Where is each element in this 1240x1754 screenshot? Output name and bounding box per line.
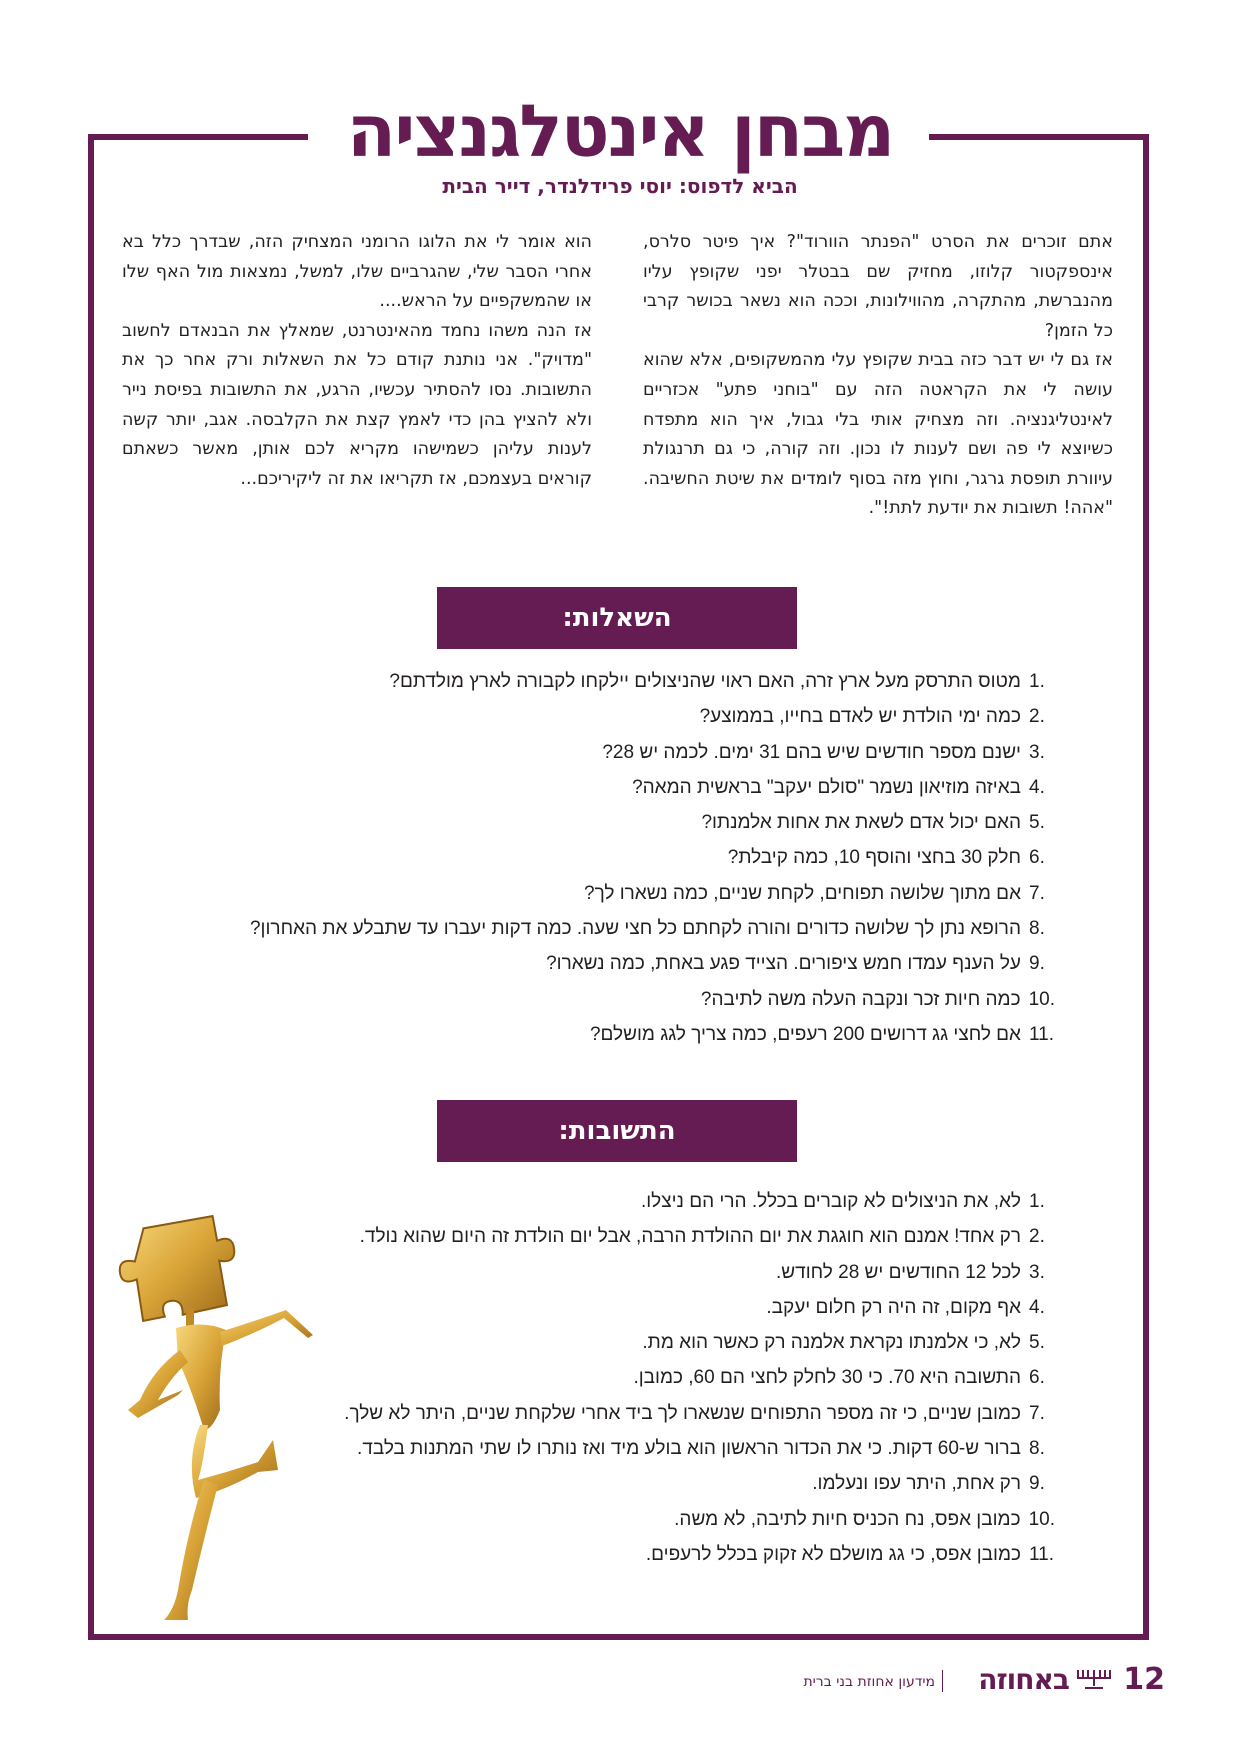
intro-paragraph: אז גם לי יש דבר כזה בבית שקופץ עלי מהמשקופים, אלא שהוא עושה לי את הקראטה הזה עם "בוחני פתע" אכזריים לאינטליגנציה. וזה מצחיק אותי בלי גבול, איך הוא מתפדח כשיוצא לי פה ושם לענות לו נכון. וזה קורה, כי גם תרנגולת עיוורת תופסת גרגר, וחוץ מזה בסוף לומדים את שיטת החשיבה. "אהה! תשובות את יודעת לתת!". [643, 350, 1113, 519]
frame-top-left-border [88, 134, 308, 140]
answer-text: ברור ש-60 דקות. כי את הכדור הראשון הוא בולע מיד ואז נותרו לו שתי המתנות בלבד. [357, 1438, 1021, 1460]
magazine-brand-logo: באחוזה [978, 1663, 1069, 1696]
questions-list [250, 664, 1055, 1052]
item-number: 1. [1029, 1191, 1045, 1212]
page-footer [780, 1660, 1165, 1700]
question-item [250, 982, 1055, 1017]
answer-item [344, 1537, 1055, 1572]
item-number: 8. [1029, 918, 1045, 940]
question-text: אם מתוך שלושה תפוחים, לקחת שניים, כמה נשארו לך? [584, 882, 1021, 904]
item-number: 2. [1029, 706, 1045, 728]
answer-text: התשובה היא 70. כי 30 לחלק לחצי הם 60, כמובן. [633, 1367, 1021, 1389]
question-text: כמה ימי הולדת יש לאדם בחייו, בממוצע? [699, 706, 1021, 728]
byline: הביא לדפוס: יוסי פרידלנדר, דייר הבית [442, 174, 798, 198]
answer-text: רק אחת, היתר עפו ונעלמו. [812, 1473, 1021, 1495]
item-number: 11. [1029, 1023, 1055, 1045]
question-item [250, 840, 1055, 875]
question-text: באיזה מוזיאון נשמר "סולם יעקב" בראשית המאה? [632, 776, 1021, 798]
question-item [250, 1017, 1055, 1052]
item-number: 4. [1029, 776, 1045, 798]
answer-item [344, 1502, 1055, 1537]
item-number: 9. [1029, 1473, 1045, 1495]
answer-text: לכל 12 החודשים יש 28 לחודש. [776, 1261, 1021, 1283]
item-number: 10. [1028, 1508, 1055, 1530]
question-text: האם יכול אדם לשאת את אחות אלמנתו? [701, 812, 1021, 834]
question-text: על הענף עמדו חמש ציפורים. הצייד פגע באחת, כמה נשארו? [546, 953, 1021, 975]
answer-item [344, 1396, 1055, 1431]
answer-item [344, 1184, 1055, 1219]
footer-subtitle: מידעון אחוזת בני ברית [803, 1674, 935, 1690]
question-item [250, 664, 1055, 699]
answer-text: אף מקום, זה היה רק חלום יעקב. [766, 1296, 1021, 1318]
question-item [250, 946, 1055, 981]
question-item [250, 735, 1055, 770]
answer-item [344, 1219, 1055, 1254]
answer-item [344, 1466, 1055, 1501]
answer-item [344, 1431, 1055, 1466]
item-number: 7. [1029, 1402, 1045, 1424]
question-item [250, 911, 1055, 946]
question-text: חלק 30 בחצי והוסף 10, כמה קיבלת? [727, 847, 1021, 869]
intro-left-column [122, 228, 592, 494]
item-number: 6. [1029, 847, 1045, 869]
frame-top-right-border [929, 134, 1149, 140]
item-number: 2. [1029, 1226, 1045, 1248]
frame-left-border [88, 134, 94, 1640]
answer-text: לא, את הניצולים לא קוברים בכלל. הרי הם ניצלו. [640, 1191, 1021, 1212]
item-number: 6. [1029, 1367, 1045, 1389]
questions-heading: השאלות: [437, 587, 797, 649]
puzzle-head-figure-illustration [108, 1200, 318, 1630]
intro-paragraph: אז הנה משהו נחמד מהאינטרנט, שמאלץ את הבנאדם לחשוב "מדויק". אני נותנת קודם כל את השאלות ורק אחר כך את התשובות. נסו להסתיר עכשיו, הרגע, את התשובות בפיסת נייר ולא להציץ בהן כדי לאמץ קצת את הקלבסה. אגב, יותר קשה לענות עליהן כשמישהו מקריא לכם אותן, מאשר כשאתם קוראים בעצמכם, אז תקריאו את זה ליקיריכם... [122, 320, 592, 489]
answer-item [344, 1325, 1055, 1360]
frame-right-border [1143, 134, 1149, 1640]
item-number: 3. [1029, 741, 1045, 763]
answer-item [344, 1255, 1055, 1290]
item-number: 11. [1029, 1543, 1055, 1565]
item-number: 8. [1029, 1438, 1045, 1460]
item-number: 7. [1029, 882, 1045, 904]
question-text: הרופא נתן לך שלושה כדורים והורה לקחתם כל חצי שעה. כמה דקות יעברו עד שתבלע את האחרון? [249, 918, 1021, 940]
page-title: מבחן אינטלגנציה [346, 89, 894, 173]
question-text: אם לחצי גג דרושים 200 רעפים, כמה צריך לגג מושלם? [589, 1023, 1021, 1045]
answers-heading: התשובות: [437, 1100, 797, 1162]
item-number: 1. [1029, 671, 1045, 692]
question-text: מטוס התרסק מעל ארץ זרה, האם ראוי שהניצולים יילקחו לקבורה לארץ מולדתם? [389, 671, 1021, 692]
item-number: 5. [1029, 812, 1045, 834]
answer-text: כמובן אפס, כי גג מושלם לא זקוק בכלל לרעפים. [645, 1543, 1021, 1565]
intro-paragraph: אתם זוכרים את הסרט "הפנתר הוורוד"? איך פיטר סלרס, אינספקטור קלוזו, מחזיק שם בבטלר יפני שקופץ עליו מהנברשת, מהתקרה, מהווילונות, וככה הוא נשאר בכושר קרבי כל הזמן? [643, 232, 1113, 341]
answer-item [344, 1360, 1055, 1395]
item-number: 9. [1029, 953, 1045, 975]
answer-text: כמובן שניים, כי זה מספר התפוחים שנשארו לך ביד אחרי שלקחת שניים, היתר לא שלך. [344, 1402, 1021, 1424]
item-number: 3. [1029, 1261, 1045, 1283]
question-item [250, 805, 1055, 840]
answers-list [344, 1184, 1055, 1572]
intro-right-column [643, 228, 1113, 524]
question-text: כמה חיות זכר ונקבה העלה משה לתיבה? [700, 988, 1021, 1010]
answer-item [344, 1290, 1055, 1325]
question-text: ישנם מספר חודשים שיש בהם 31 ימים. לכמה יש 28? [602, 741, 1021, 763]
footer-divider [942, 1670, 943, 1692]
answer-text: כמובן אפס, נח הכניס חיות לתיבה, לא משה. [674, 1508, 1021, 1530]
item-number: 5. [1029, 1332, 1045, 1354]
menorah-icon [1075, 1668, 1113, 1692]
frame-bottom-border [88, 1634, 1149, 1640]
answer-text: לא, כי אלמנתו נקראת אלמנה רק כאשר הוא מת. [642, 1332, 1021, 1354]
question-item [250, 770, 1055, 805]
item-number: 10. [1028, 988, 1055, 1010]
question-item [250, 699, 1055, 734]
item-number: 4. [1029, 1296, 1045, 1318]
intro-paragraph: הוא אומר לי את הלוגו הרומני המצחיק הזה, שבדרך כלל בא אחרי הסבר שלי, שהגרביים שלו, למשל, נמצאות מול האף שלו או שהמשקפיים על הראש.... [122, 232, 592, 312]
answer-text: רק אחד! אמנם הוא חוגגת את יום ההולדת הרבה, אבל יום הולדת זה היום שהוא נולד. [359, 1226, 1021, 1248]
page-number: 12 [1123, 1662, 1165, 1697]
question-item [250, 876, 1055, 911]
